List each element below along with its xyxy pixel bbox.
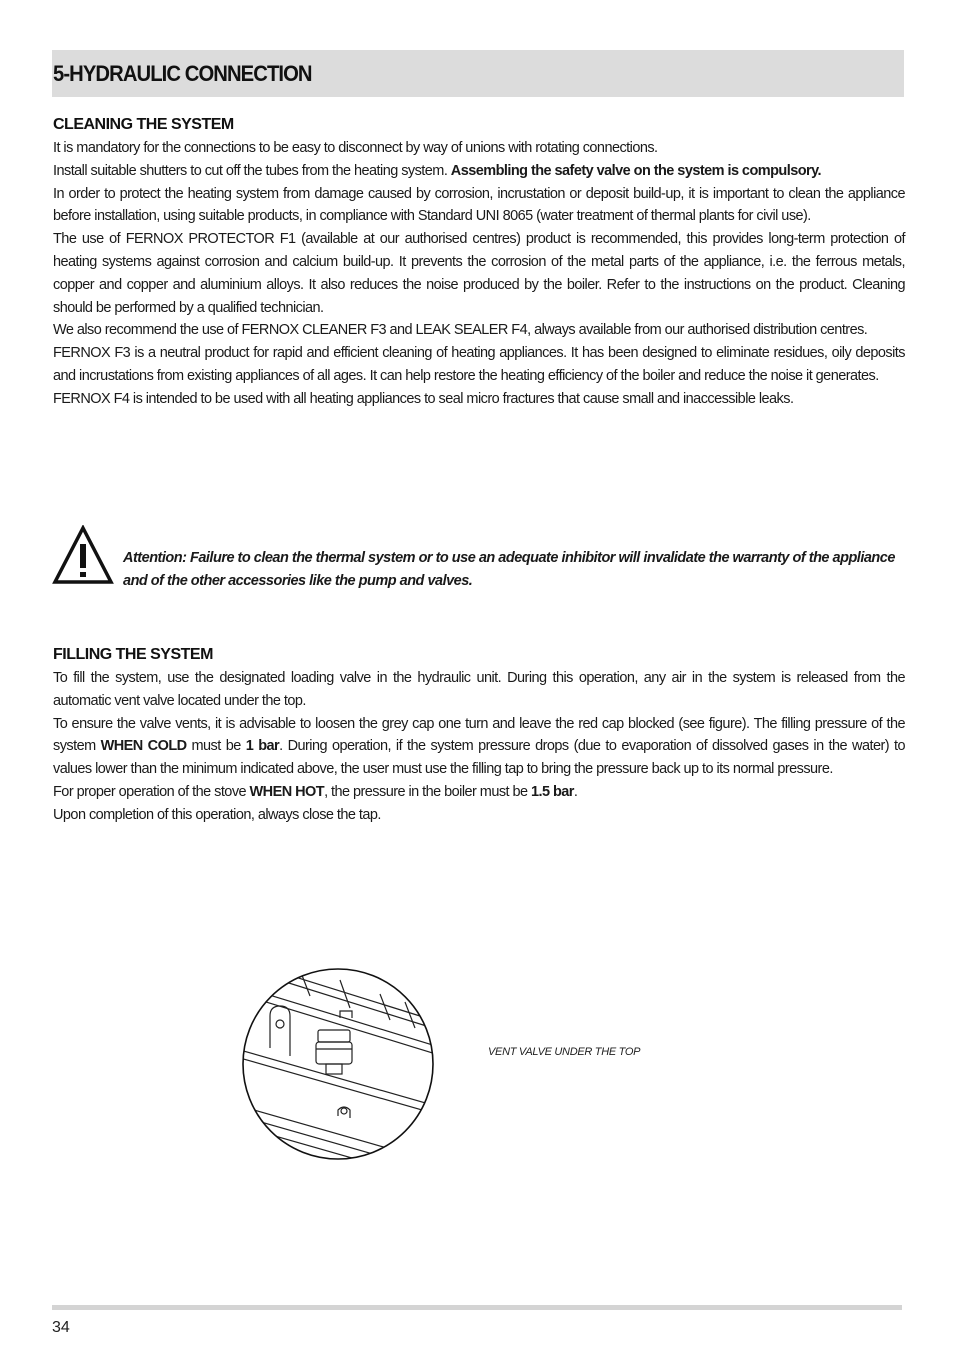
warning-triangle-icon — [52, 525, 114, 585]
section-header — [52, 50, 904, 97]
text-span: Install suitable shutters to cut off the tubes from the heating system. — [53, 162, 451, 179]
cleaning-paragraph: It is mandatory for the connections to be easy to disconnect by way of unions with rotating connections. — [53, 140, 658, 156]
text-span: , the pressure in the boiler must be — [324, 783, 531, 800]
footer-divider — [52, 1305, 902, 1310]
cleaning-title: CLEANING THE SYSTEM — [53, 116, 234, 133]
text-span: For proper operation of the stove — [53, 783, 250, 800]
bold-text: WHEN HOT — [249, 783, 325, 800]
bold-text: WHEN COLD — [100, 738, 187, 755]
page-number: 34 — [52, 1319, 70, 1336]
text-span: . During operation, if the system pressure drops (due to evaporation of dissolved gases in the water) to values lower than the minimum indicated above, the user must use the filling tap to bring the pressure back up to its normal pressure. — [53, 738, 905, 778]
filling-paragraph: Upon completion of this operation, always close the tap. — [53, 806, 381, 823]
bold-text: 1.5 bar — [531, 783, 574, 800]
cleaning-paragraph: We also recommend the use of FERNOX CLEANER F3 and LEAK SEALER F4, always available from our authorised distribution centres. — [53, 322, 868, 339]
filling-paragraph — [53, 781, 905, 804]
section-title: 5-HYDRAULIC CONNECTION — [53, 61, 312, 86]
cleaning-paragraph: In order to protect the heating system from damage caused by corrosion, incrustation or deposit build-up, it is important to clean the appliance before installation, using suitable products, in compliance with Standard UNI 8065 (water treatment of thermal plants for civil use). — [53, 185, 905, 225]
filling-paragraph — [53, 713, 905, 781]
text-span: must be — [186, 738, 246, 755]
filling-body — [53, 667, 905, 827]
cleaning-paragraph: The use of FERNOX PROTECTOR F1 (available at our authorised centres) product is recommended, this provides long-term protection of heating systems against corrosion and calcium build-up. It prevents the corrosion of the metal parts of the appliance, i.e. the ferrous metals, copper and copper and aluminium alloys. It also reduces the noise produced by the boiler. Refer to the instructions on the product. Cleaning should be performed by a qualified technician. — [53, 231, 905, 316]
bold-text: Assembling the safety valve on the system is compulsory. — [450, 162, 822, 179]
text-span: To ensure the valve vents, it is advisable to loosen the grey cap one turn and leave the red cap blocked (see figure). The filling pressure of the system — [53, 715, 905, 755]
filling-paragraph: To fill the system, use the designated loading valve in the hydraulic unit. During this operation, any air in the system is released from the automatic vent valve located under the top. — [53, 670, 905, 709]
text-span: . — [573, 783, 578, 800]
cleaning-paragraph: FERNOX F4 is intended to be used with all heating appliances to seal micro fractures that cause small and inaccessible leaks. — [53, 390, 794, 407]
cleaning-paragraph: FERNOX F3 is a neutral product for rapid and efficient cleaning of heating appliances. It has been designed to eliminate residues, oily deposits and incrustations from existing appliances of all ages. It can help restore the heating efficiency of the boiler and reduce the noise it generates. — [53, 345, 905, 384]
warning-notice — [52, 523, 904, 593]
figure-caption: VENT VALVE UNDER THE TOP — [488, 1046, 641, 1058]
vent-valve-figure — [240, 966, 436, 1162]
vent-valve-drawing — [240, 966, 436, 1162]
cleaning-paragraph — [53, 160, 905, 183]
warning-text: Attention: Failure to clean the thermal system or to use an adequate inhibitor will invalidate the warranty of the appliance and of the other accessories like the pump and valves. — [123, 550, 895, 589]
cleaning-body — [53, 137, 905, 411]
filling-title: FILLING THE SYSTEM — [53, 646, 213, 663]
bold-text: 1 bar — [245, 738, 280, 755]
